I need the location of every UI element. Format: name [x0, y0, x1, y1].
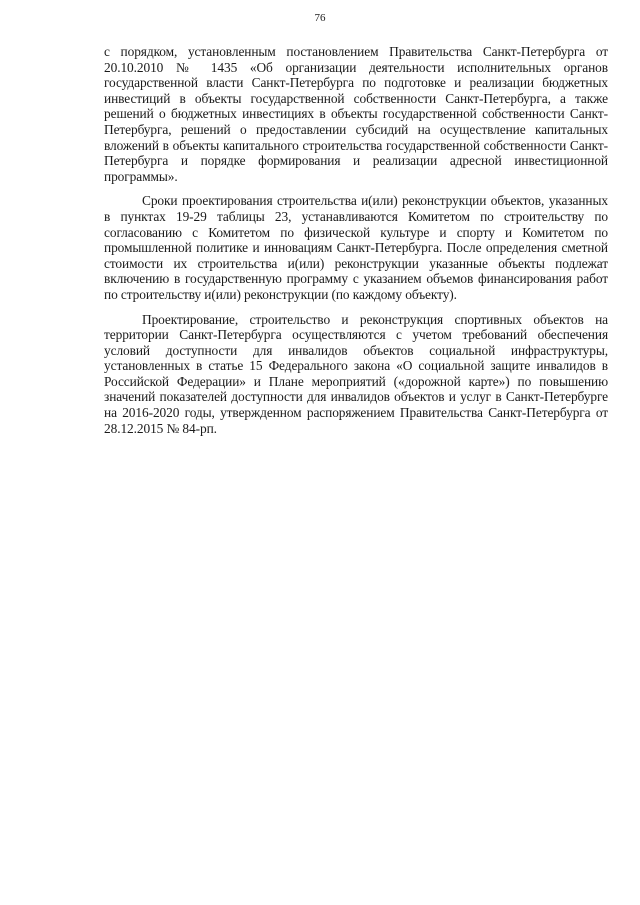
paragraph-accessibility-requirements: Проектирование, строительство и реконструкция спортивных объектов на территории Санкт-Петербурга осуществляются с учетом требований обеспечения условий доступности для инвалидов объектов социальной инфраструктуры, установленных в статье 15 Федерального закона «О социальной защите инвалидов в Российской Федерации» и Плане мероприятий («дорожной карте») по повышению значений показателей доступности для инвалидов объектов и услуг в Санкт-Петербурге на 2016-2020 годы, утвержденном распоряжением Правительства Санкт-Петербурга от 28.12.2015 № 84-рп.: [104, 311, 608, 436]
paragraph-continuation: с порядком, установленным постановлением Правительства Санкт-Петербурга от 20.10.2010 № 1435 «Об организации деятельности исполнительных органов государственной власти Санкт-Петербурга по подготовке и реализации бюджетных инвестиций в объекты государственной собственности Санкт-Петербурга, а также решений о бюджетных инвестициях в объекты государственной собственности Санкт-Петербурга, решений о предоставлении субсидий на осуществление капитальных вложений в объекты капитального строительства государственной собственности Санкт-Петербурга и порядке формирования и реализации адресной инвестиционной программы».: [104, 44, 608, 184]
page-number: 76: [314, 12, 326, 24]
document-body: [104, 44, 608, 436]
paragraph-design-deadlines: Сроки проектирования строительства и(или) реконструкции объектов, указанных в пунктах 19-29 таблицы 23, устанавливаются Комитетом по строительству по согласованию с Комитетом по физической культуре и спорту и Комитетом по промышленной политике и инновациям Санкт-Петербурга. После определения сметной стоимости их строительства и(или) реконструкции указанные объекты подлежат включению в государственную программу с указанием объемов финансирования работ по строительству и(или) реконструкции (по каждому объекту).: [104, 193, 608, 302]
